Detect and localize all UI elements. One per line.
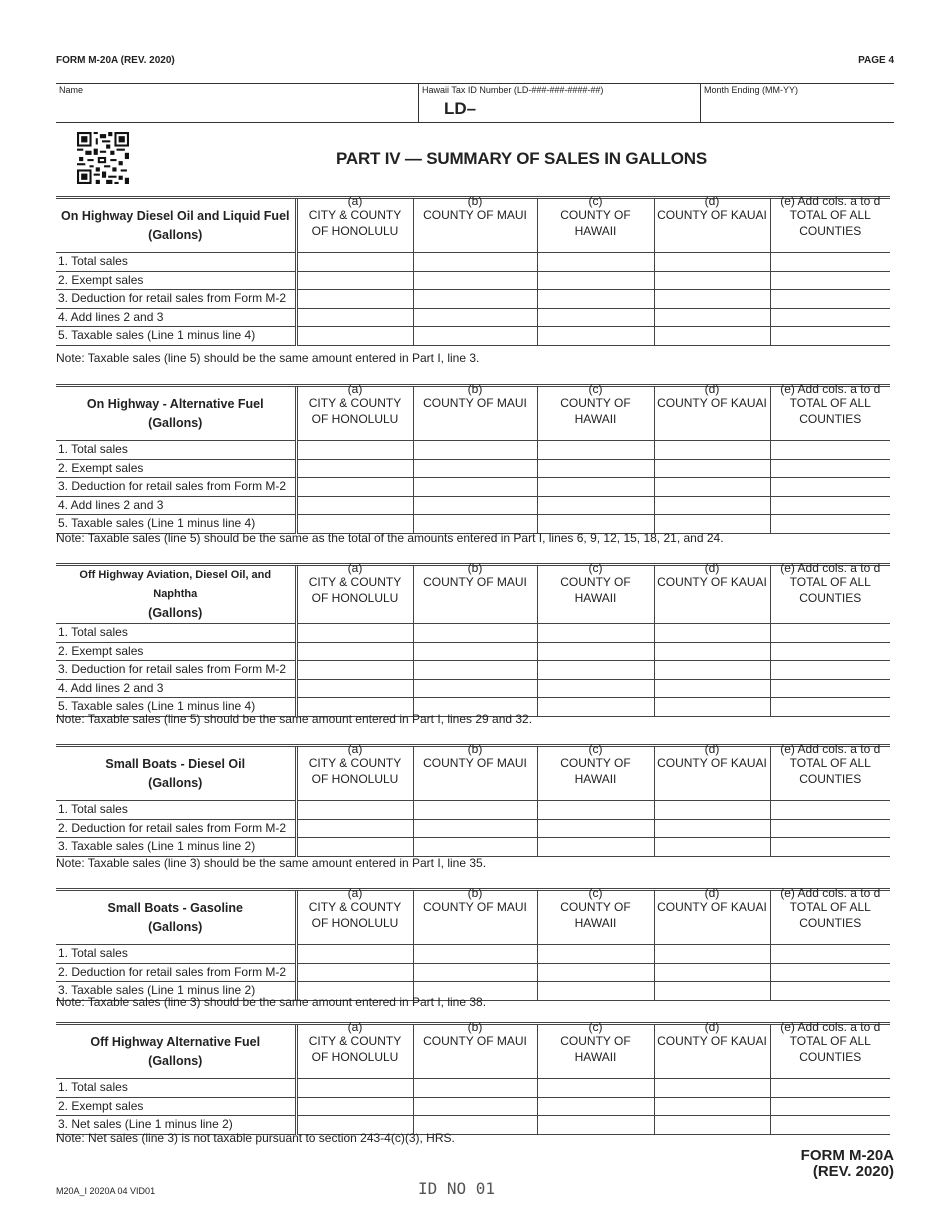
column-label: COUNTY OF HAWAII bbox=[560, 208, 631, 238]
amount-input-cell[interactable] bbox=[537, 496, 654, 515]
amount-input-cell[interactable] bbox=[537, 982, 654, 1001]
amount-input-cell[interactable] bbox=[537, 661, 654, 680]
line-label: 1. Total sales bbox=[56, 253, 296, 272]
amount-input-cell[interactable] bbox=[654, 327, 770, 346]
column-header bbox=[654, 382, 770, 441]
amount-input-cell[interactable] bbox=[413, 290, 537, 309]
amount-input-cell[interactable] bbox=[537, 945, 654, 964]
amount-input-cell[interactable] bbox=[770, 679, 890, 698]
amount-input-cell[interactable] bbox=[413, 271, 537, 290]
column-label: TOTAL OF ALL COUNTIES bbox=[789, 396, 871, 426]
column-header bbox=[296, 886, 413, 945]
section-unit: (Gallons) bbox=[148, 919, 203, 934]
amount-input-cell[interactable] bbox=[413, 327, 537, 346]
amount-input-cell[interactable] bbox=[537, 271, 654, 290]
amount-input-cell[interactable] bbox=[296, 642, 413, 661]
amount-input-cell[interactable] bbox=[296, 478, 413, 497]
form-code: M20A_I 2020A 04 VID01 bbox=[56, 1186, 156, 1196]
amount-input-cell[interactable] bbox=[770, 1097, 890, 1116]
column-header bbox=[537, 382, 654, 441]
column-label: COUNTY OF HAWAII bbox=[560, 900, 631, 930]
column-label: COUNTY OF MAUI bbox=[423, 575, 527, 589]
table-row bbox=[56, 1079, 890, 1098]
amount-input-cell[interactable] bbox=[654, 661, 770, 680]
column-header bbox=[296, 194, 413, 253]
column-label: CITY & COUNTY OF HONOLULU bbox=[308, 1034, 402, 1064]
column-letter: (d) bbox=[704, 194, 720, 208]
amount-input-cell[interactable] bbox=[537, 1116, 654, 1135]
amount-input-cell[interactable] bbox=[770, 496, 890, 515]
column-label: TOTAL OF ALL COUNTIES bbox=[789, 575, 871, 605]
amount-input-cell[interactable] bbox=[654, 624, 770, 643]
amount-input-cell[interactable] bbox=[770, 801, 890, 820]
table-row bbox=[56, 819, 890, 838]
column-letter: (b) bbox=[467, 194, 483, 208]
column-label: CITY & COUNTY OF HONOLULU bbox=[308, 208, 402, 238]
line-label: 4. Add lines 2 and 3 bbox=[56, 308, 296, 327]
amount-input-cell[interactable] bbox=[413, 661, 537, 680]
column-letter: (a) bbox=[347, 1020, 363, 1034]
amount-input-cell[interactable] bbox=[654, 801, 770, 820]
section-unit: (Gallons) bbox=[148, 227, 203, 242]
amount-input-cell[interactable] bbox=[770, 963, 890, 982]
column-header bbox=[770, 382, 890, 441]
column-label: COUNTY OF KAUAI bbox=[657, 900, 767, 914]
column-header bbox=[654, 886, 770, 945]
column-header bbox=[770, 561, 890, 624]
line-label: 2. Exempt sales bbox=[56, 459, 296, 478]
column-header bbox=[654, 194, 770, 253]
line-label: 1. Total sales bbox=[56, 801, 296, 820]
summary-table-5 bbox=[56, 888, 890, 1001]
column-letter: (b) bbox=[467, 561, 483, 575]
column-label: COUNTY OF HAWAII bbox=[560, 396, 631, 426]
column-label: CITY & COUNTY OF HONOLULU bbox=[308, 900, 402, 930]
amount-input-cell[interactable] bbox=[770, 819, 890, 838]
amount-input-cell[interactable] bbox=[413, 642, 537, 661]
column-header bbox=[296, 742, 413, 801]
column-letter: (c) bbox=[588, 742, 603, 756]
column-header bbox=[654, 561, 770, 624]
summary-table-1 bbox=[56, 196, 890, 346]
amount-input-cell[interactable] bbox=[654, 963, 770, 982]
amount-input-cell[interactable] bbox=[537, 327, 654, 346]
table-row bbox=[56, 478, 890, 497]
amount-input-cell[interactable] bbox=[654, 290, 770, 309]
section-title bbox=[56, 386, 296, 441]
column-letter: (b) bbox=[467, 742, 483, 756]
amount-input-cell[interactable] bbox=[296, 253, 413, 272]
amount-input-cell[interactable] bbox=[654, 496, 770, 515]
line-label: 5. Taxable sales (Line 1 minus line 4) bbox=[56, 515, 296, 534]
column-header bbox=[537, 742, 654, 801]
column-letter: (a) bbox=[347, 382, 363, 396]
line-label: 3. Deduction for retail sales from Form M-2 bbox=[56, 290, 296, 309]
amount-input-cell[interactable] bbox=[654, 253, 770, 272]
column-label: COUNTY OF MAUI bbox=[423, 900, 527, 914]
amount-input-cell[interactable] bbox=[770, 515, 890, 534]
amount-input-cell[interactable] bbox=[770, 308, 890, 327]
line-label: 3. Taxable sales (Line 1 minus line 2) bbox=[56, 838, 296, 857]
column-label: COUNTY OF HAWAII bbox=[560, 756, 631, 786]
amount-input-cell[interactable] bbox=[413, 624, 537, 643]
summary-table-2 bbox=[56, 384, 890, 534]
section-title-text: On Highway - Alternative Fuel bbox=[86, 396, 264, 411]
amount-input-cell[interactable] bbox=[654, 982, 770, 1001]
amount-input-cell[interactable] bbox=[296, 838, 413, 857]
table-row bbox=[56, 624, 890, 643]
section-unit: (Gallons) bbox=[148, 1053, 203, 1068]
form-id: FORM M-20A (REV. 2020) bbox=[56, 55, 175, 66]
line-label: 1. Total sales bbox=[56, 1079, 296, 1098]
amount-input-cell[interactable] bbox=[770, 290, 890, 309]
column-label: TOTAL OF ALL COUNTIES bbox=[789, 900, 871, 930]
column-letter: (e) Add cols. a to d bbox=[780, 194, 881, 208]
line-label: 3. Deduction for retail sales from Form M-2 bbox=[56, 478, 296, 497]
page-number: PAGE 4 bbox=[858, 55, 894, 66]
section-title-text: On Highway Diesel Oil and Liquid Fuel bbox=[61, 208, 290, 223]
table-row bbox=[56, 327, 890, 346]
table-row bbox=[56, 308, 890, 327]
amount-input-cell[interactable] bbox=[296, 679, 413, 698]
amount-input-cell[interactable] bbox=[537, 1097, 654, 1116]
amount-input-cell[interactable] bbox=[654, 459, 770, 478]
amount-input-cell[interactable] bbox=[413, 308, 537, 327]
table-row bbox=[56, 679, 890, 698]
amount-input-cell[interactable] bbox=[296, 661, 413, 680]
section-unit: (Gallons) bbox=[148, 775, 203, 790]
column-header bbox=[770, 194, 890, 253]
column-label: COUNTY OF MAUI bbox=[423, 756, 527, 770]
column-header bbox=[654, 742, 770, 801]
amount-input-cell[interactable] bbox=[654, 698, 770, 717]
summary-table-6 bbox=[56, 1022, 890, 1135]
line-label: 2. Exempt sales bbox=[56, 271, 296, 290]
amount-input-cell[interactable] bbox=[413, 496, 537, 515]
amount-input-cell[interactable] bbox=[296, 327, 413, 346]
column-header bbox=[537, 194, 654, 253]
section-note: Note: Taxable sales (line 5) should be the same amount entered in Part I, line 3. bbox=[56, 351, 480, 365]
column-label: TOTAL OF ALL COUNTIES bbox=[789, 756, 871, 786]
section-title bbox=[56, 1024, 296, 1079]
amount-input-cell[interactable] bbox=[770, 661, 890, 680]
column-label: CITY & COUNTY OF HONOLULU bbox=[308, 396, 402, 426]
amount-input-cell[interactable] bbox=[296, 624, 413, 643]
amount-input-cell[interactable] bbox=[770, 441, 890, 460]
line-label: 4. Add lines 2 and 3 bbox=[56, 679, 296, 698]
column-letter: (e) Add cols. a to d bbox=[780, 382, 881, 396]
line-label: 3. Taxable sales (Line 1 minus line 2) bbox=[56, 982, 296, 1001]
table-row bbox=[56, 945, 890, 964]
column-header bbox=[654, 1020, 770, 1079]
amount-input-cell[interactable] bbox=[654, 838, 770, 857]
amount-input-cell[interactable] bbox=[413, 838, 537, 857]
section-note: Note: Taxable sales (line 5) should be the same amount entered in Part I, lines 29 and 32. bbox=[56, 712, 533, 726]
column-letter: (a) bbox=[347, 194, 363, 208]
column-label: COUNTY OF MAUI bbox=[423, 396, 527, 410]
amount-input-cell[interactable] bbox=[413, 253, 537, 272]
table-row bbox=[56, 1097, 890, 1116]
part-title: PART IV — SUMMARY OF SALES IN GALLONS bbox=[336, 149, 708, 168]
column-label: COUNTY OF KAUAI bbox=[657, 396, 767, 410]
amount-input-cell[interactable] bbox=[654, 819, 770, 838]
amount-input-cell[interactable] bbox=[654, 945, 770, 964]
amount-input-cell[interactable] bbox=[413, 801, 537, 820]
column-letter: (a) bbox=[347, 742, 363, 756]
month-ending-label: Month Ending (MM-YY) bbox=[704, 85, 799, 95]
amount-input-cell[interactable] bbox=[296, 1097, 413, 1116]
amount-input-cell[interactable] bbox=[770, 459, 890, 478]
amount-input-cell[interactable] bbox=[770, 698, 890, 717]
amount-input-cell[interactable] bbox=[296, 308, 413, 327]
column-header bbox=[413, 742, 537, 801]
tax-id-prefix: LD– bbox=[444, 99, 477, 118]
form-footer-line1: FORM M-20A bbox=[800, 1147, 894, 1164]
column-label: COUNTY OF KAUAI bbox=[657, 208, 767, 222]
column-letter: (c) bbox=[588, 886, 603, 900]
line-label: 2. Deduction for retail sales from Form M-2 bbox=[56, 819, 296, 838]
amount-input-cell[interactable] bbox=[413, 441, 537, 460]
amount-input-cell[interactable] bbox=[413, 963, 537, 982]
table-row bbox=[56, 459, 890, 478]
section-unit: (Gallons) bbox=[148, 606, 203, 620]
column-label: CITY & COUNTY OF HONOLULU bbox=[308, 575, 402, 605]
amount-input-cell[interactable] bbox=[770, 624, 890, 643]
column-header bbox=[296, 1020, 413, 1079]
amount-input-cell[interactable] bbox=[770, 982, 890, 1001]
amount-input-cell[interactable] bbox=[770, 642, 890, 661]
id-number: ID NO 01 bbox=[418, 1179, 496, 1198]
section-title bbox=[56, 198, 296, 253]
amount-input-cell[interactable] bbox=[537, 819, 654, 838]
column-label: CITY & COUNTY OF HONOLULU bbox=[308, 756, 402, 786]
amount-input-cell[interactable] bbox=[296, 441, 413, 460]
table-row bbox=[56, 642, 890, 661]
column-letter: (c) bbox=[588, 1020, 603, 1034]
column-letter: (d) bbox=[704, 742, 720, 756]
column-label: COUNTY OF HAWAII bbox=[560, 1034, 631, 1064]
amount-input-cell[interactable] bbox=[654, 642, 770, 661]
line-label: 2. Exempt sales bbox=[56, 642, 296, 661]
column-letter: (b) bbox=[467, 1020, 483, 1034]
tax-id-label: Hawaii Tax ID Number (LD-###-###-####-##) bbox=[422, 85, 604, 95]
column-header bbox=[413, 382, 537, 441]
column-header bbox=[413, 561, 537, 624]
section-title bbox=[56, 746, 296, 801]
column-letter: (e) Add cols. a to d bbox=[780, 1020, 881, 1034]
line-label: 2. Exempt sales bbox=[56, 1097, 296, 1116]
amount-input-cell[interactable] bbox=[296, 271, 413, 290]
column-letter: (a) bbox=[347, 886, 363, 900]
section-title-text: Off Highway Aviation, Diesel Oil, and Naphtha bbox=[79, 569, 272, 600]
line-label: 1. Total sales bbox=[56, 945, 296, 964]
amount-input-cell[interactable] bbox=[654, 1079, 770, 1098]
qr-code-icon bbox=[77, 132, 129, 184]
table-row bbox=[56, 441, 890, 460]
column-letter: (d) bbox=[704, 1020, 720, 1034]
amount-input-cell[interactable] bbox=[296, 819, 413, 838]
column-letter: (e) Add cols. a to d bbox=[780, 561, 881, 575]
amount-input-cell[interactable] bbox=[537, 838, 654, 857]
amount-input-cell[interactable] bbox=[537, 1079, 654, 1098]
amount-input-cell[interactable] bbox=[537, 478, 654, 497]
amount-input-cell[interactable] bbox=[537, 698, 654, 717]
column-label: COUNTY OF KAUAI bbox=[657, 756, 767, 770]
column-header bbox=[770, 742, 890, 801]
line-label: 3. Deduction for retail sales from Form M-2 bbox=[56, 661, 296, 680]
amount-input-cell[interactable] bbox=[770, 945, 890, 964]
amount-input-cell[interactable] bbox=[296, 459, 413, 478]
line-label: 1. Total sales bbox=[56, 624, 296, 643]
column-label: TOTAL OF ALL COUNTIES bbox=[789, 1034, 871, 1064]
amount-input-cell[interactable] bbox=[413, 819, 537, 838]
amount-input-cell[interactable] bbox=[537, 624, 654, 643]
amount-input-cell[interactable] bbox=[537, 290, 654, 309]
column-letter: (d) bbox=[704, 561, 720, 575]
column-label: COUNTY OF KAUAI bbox=[657, 575, 767, 589]
line-label: 3. Net sales (Line 1 minus line 2) bbox=[56, 1116, 296, 1135]
column-letter: (e) Add cols. a to d bbox=[780, 886, 881, 900]
column-letter: (d) bbox=[704, 886, 720, 900]
section-note: Note: Taxable sales (line 3) should be the same amount entered in Part I, line 38. bbox=[56, 995, 487, 1009]
form-footer-line2: (REV. 2020) bbox=[812, 1163, 894, 1180]
summary-table-3 bbox=[56, 563, 890, 717]
column-header bbox=[537, 1020, 654, 1079]
amount-input-cell[interactable] bbox=[770, 1116, 890, 1135]
section-title-text: Small Boats - Diesel Oil bbox=[105, 756, 246, 771]
amount-input-cell[interactable] bbox=[770, 271, 890, 290]
section-note: Note: Taxable sales (line 3) should be the same amount entered in Part I, line 35. bbox=[56, 856, 487, 870]
column-header bbox=[296, 382, 413, 441]
month-ending-field[interactable] bbox=[700, 84, 894, 122]
amount-input-cell[interactable] bbox=[770, 1079, 890, 1098]
amount-input-cell[interactable] bbox=[296, 496, 413, 515]
name-label: Name bbox=[59, 85, 84, 95]
line-label: 5. Taxable sales (Line 1 minus line 4) bbox=[56, 327, 296, 346]
amount-input-cell[interactable] bbox=[654, 308, 770, 327]
amount-input-cell[interactable] bbox=[296, 1079, 413, 1098]
column-header bbox=[413, 1020, 537, 1079]
column-letter: (a) bbox=[347, 561, 363, 575]
table-row bbox=[56, 661, 890, 680]
amount-input-cell[interactable] bbox=[770, 253, 890, 272]
section-note: Note: Taxable sales (line 5) should be the same as the total of the amounts entered in Part I, lines 6, 9, 12, 15, 18, 21, and 24. bbox=[56, 531, 724, 545]
id-row bbox=[56, 83, 894, 123]
column-label: TOTAL OF ALL COUNTIES bbox=[789, 208, 871, 238]
amount-input-cell[interactable] bbox=[296, 290, 413, 309]
column-letter: (c) bbox=[588, 382, 603, 396]
amount-input-cell[interactable] bbox=[296, 801, 413, 820]
table-row bbox=[56, 838, 890, 857]
section-title bbox=[56, 565, 296, 624]
amount-input-cell[interactable] bbox=[413, 679, 537, 698]
column-header bbox=[413, 886, 537, 945]
amount-input-cell[interactable] bbox=[654, 1116, 770, 1135]
table-row bbox=[56, 253, 890, 272]
column-header bbox=[537, 561, 654, 624]
column-letter: (b) bbox=[467, 382, 483, 396]
summary-table-4 bbox=[56, 744, 890, 857]
column-label: COUNTY OF MAUI bbox=[423, 208, 527, 222]
column-label: COUNTY OF MAUI bbox=[423, 1034, 527, 1048]
amount-input-cell[interactable] bbox=[654, 679, 770, 698]
amount-input-cell[interactable] bbox=[537, 459, 654, 478]
line-label: 4. Add lines 2 and 3 bbox=[56, 496, 296, 515]
amount-input-cell[interactable] bbox=[413, 945, 537, 964]
amount-input-cell[interactable] bbox=[537, 642, 654, 661]
amount-input-cell[interactable] bbox=[770, 838, 890, 857]
table-row bbox=[56, 801, 890, 820]
column-header bbox=[770, 886, 890, 945]
amount-input-cell[interactable] bbox=[413, 1097, 537, 1116]
amount-input-cell[interactable] bbox=[537, 308, 654, 327]
tax-id-field[interactable] bbox=[418, 84, 700, 122]
column-header bbox=[296, 561, 413, 624]
amount-input-cell[interactable] bbox=[770, 478, 890, 497]
name-field[interactable] bbox=[56, 84, 418, 122]
line-label: 2. Deduction for retail sales from Form M-2 bbox=[56, 963, 296, 982]
column-header bbox=[537, 886, 654, 945]
section-unit: (Gallons) bbox=[148, 415, 203, 430]
section-title bbox=[56, 890, 296, 945]
table-row bbox=[56, 271, 890, 290]
column-label: COUNTY OF KAUAI bbox=[657, 1034, 767, 1048]
amount-input-cell[interactable] bbox=[413, 459, 537, 478]
amount-input-cell[interactable] bbox=[537, 801, 654, 820]
table-row bbox=[56, 496, 890, 515]
amount-input-cell[interactable] bbox=[296, 963, 413, 982]
column-letter: (b) bbox=[467, 886, 483, 900]
column-header bbox=[413, 194, 537, 253]
line-label: 5. Taxable sales (Line 1 minus line 4) bbox=[56, 698, 296, 717]
column-letter: (c) bbox=[588, 194, 603, 208]
section-note: Note: Net sales (line 3) is not taxable pursuant to section 243-4(c)(3), HRS. bbox=[56, 1131, 455, 1145]
amount-input-cell[interactable] bbox=[770, 327, 890, 346]
amount-input-cell[interactable] bbox=[296, 945, 413, 964]
amount-input-cell[interactable] bbox=[537, 441, 654, 460]
amount-input-cell[interactable] bbox=[654, 478, 770, 497]
amount-input-cell[interactable] bbox=[413, 1079, 537, 1098]
column-letter: (d) bbox=[704, 382, 720, 396]
column-letter: (e) Add cols. a to d bbox=[780, 742, 881, 756]
form-footer-id bbox=[801, 1148, 894, 1180]
amount-input-cell[interactable] bbox=[654, 1097, 770, 1116]
column-header bbox=[770, 1020, 890, 1079]
section-title-text: Small Boats - Gasoline bbox=[107, 900, 243, 915]
section-title-text: Off Highway Alternative Fuel bbox=[90, 1034, 261, 1049]
line-label: 1. Total sales bbox=[56, 441, 296, 460]
table-row bbox=[56, 290, 890, 309]
amount-input-cell[interactable] bbox=[537, 253, 654, 272]
amount-input-cell[interactable] bbox=[654, 271, 770, 290]
amount-input-cell[interactable] bbox=[537, 679, 654, 698]
column-label: COUNTY OF HAWAII bbox=[560, 575, 631, 605]
amount-input-cell[interactable] bbox=[413, 478, 537, 497]
table-row bbox=[56, 963, 890, 982]
amount-input-cell[interactable] bbox=[654, 441, 770, 460]
amount-input-cell[interactable] bbox=[537, 963, 654, 982]
column-letter: (c) bbox=[588, 561, 603, 575]
